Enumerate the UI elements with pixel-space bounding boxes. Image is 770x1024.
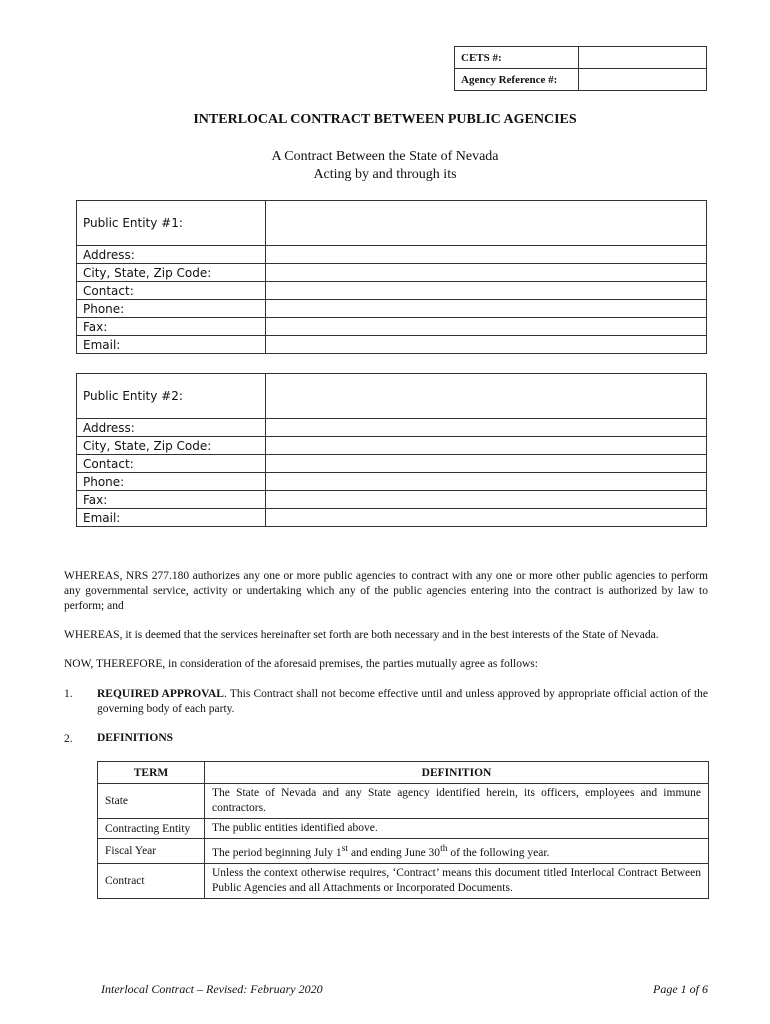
entity-1-name-field[interactable] bbox=[266, 201, 707, 246]
section-1-number: 1. bbox=[64, 688, 73, 700]
entity-2-contact-field[interactable] bbox=[266, 455, 707, 473]
cets-label: CETS #: bbox=[455, 47, 579, 69]
entity-2-fax-field[interactable] bbox=[266, 491, 707, 509]
entity-2-name-field[interactable] bbox=[266, 374, 707, 419]
entity-2-city-field[interactable] bbox=[266, 437, 707, 455]
entity-1-city-label: City, State, Zip Code: bbox=[77, 264, 266, 282]
entity-2-contact-label: Contact: bbox=[77, 455, 266, 473]
footer-page-number: Page 1 of 6 bbox=[653, 982, 708, 996]
fiscal-year-sup-b: th bbox=[440, 843, 448, 854]
table-row bbox=[98, 819, 709, 839]
public-entity-2-table bbox=[76, 373, 707, 527]
subtitle-line-2: Acting by and through its bbox=[313, 167, 457, 182]
now-therefore-paragraph: NOW, THEREFORE, in consideration of the aforesaid premises, the parties mutually agree as follows: bbox=[64, 658, 538, 670]
fiscal-year-sup-a: st bbox=[341, 843, 349, 854]
definitions-header-definition: DEFINITION bbox=[205, 762, 709, 784]
definition-term: Contracting Entity bbox=[98, 819, 205, 839]
fiscal-year-text-a: The period beginning July 1 bbox=[212, 846, 342, 859]
definitions-table bbox=[97, 761, 709, 899]
entity-2-city-label: City, State, Zip Code: bbox=[77, 437, 266, 455]
agency-reference-value-field[interactable] bbox=[579, 69, 707, 91]
fiscal-year-text-c: of the following year. bbox=[447, 846, 550, 859]
definition-term: Fiscal Year bbox=[98, 839, 205, 864]
entity-1-city-field[interactable] bbox=[266, 264, 707, 282]
entity-1-address-field[interactable] bbox=[266, 246, 707, 264]
entity-2-address-field[interactable] bbox=[266, 419, 707, 437]
whereas-paragraph-1: WHEREAS, NRS 277.180 authorizes any one or more public agencies to contract with any one or more other public agencies to perform any governmental service, activity or undertaking which any of the public agencies entering into the contract is authorized by law to perform; and bbox=[64, 570, 708, 612]
agency-reference-label: Agency Reference #: bbox=[455, 69, 579, 91]
entity-1-contact-field[interactable] bbox=[266, 282, 707, 300]
table-row bbox=[98, 784, 709, 819]
definition-term: State bbox=[98, 784, 205, 819]
entity-1-contact-label: Contact: bbox=[77, 282, 266, 300]
entity-2-address-label: Address: bbox=[77, 419, 266, 437]
entity-1-email-field[interactable] bbox=[266, 336, 707, 354]
entity-2-heading: Public Entity #2: bbox=[77, 374, 266, 419]
footer-revision: Interlocal Contract – Revised: February 2020 bbox=[101, 982, 323, 996]
cets-value-field[interactable] bbox=[579, 47, 707, 69]
entity-2-email-label: Email: bbox=[77, 509, 266, 527]
entity-2-phone-label: Phone: bbox=[77, 473, 266, 491]
subtitle-line-1: A Contract Between the State of Nevada bbox=[271, 149, 499, 164]
entity-1-phone-label: Phone: bbox=[77, 300, 266, 318]
entity-1-fax-label: Fax: bbox=[77, 318, 266, 336]
section-1-text: . This Contract shall not become effective until and unless approved by appropriate official action of the governing body of each party. bbox=[97, 688, 708, 715]
entity-1-heading: Public Entity #1: bbox=[77, 201, 266, 246]
table-row bbox=[98, 839, 709, 864]
definitions-header-term: TERM bbox=[98, 762, 205, 784]
section-2-number: 2. bbox=[64, 733, 73, 745]
entity-1-address-label: Address: bbox=[77, 246, 266, 264]
entity-1-phone-field[interactable] bbox=[266, 300, 707, 318]
definition-term: Contract bbox=[98, 863, 205, 898]
entity-2-email-field[interactable] bbox=[266, 509, 707, 527]
section-1-required-approval bbox=[97, 687, 708, 717]
entity-2-phone-field[interactable] bbox=[266, 473, 707, 491]
entity-1-email-label: Email: bbox=[77, 336, 266, 354]
section-2-heading: DEFINITIONS bbox=[97, 732, 174, 744]
fiscal-year-text-b: and ending June 30 bbox=[348, 846, 441, 859]
entity-2-fax-label: Fax: bbox=[77, 491, 266, 509]
section-1-heading: REQUIRED APPROVAL bbox=[97, 688, 224, 700]
document-title: INTERLOCAL CONTRACT BETWEEN PUBLIC AGENCIES bbox=[193, 112, 577, 127]
whereas-paragraph-2: WHEREAS, it is deemed that the services hereinafter set forth are both necessary and in the best interests of the State of Nevada. bbox=[64, 629, 659, 641]
table-row bbox=[98, 863, 709, 898]
public-entity-1-table bbox=[76, 200, 707, 354]
entity-1-fax-field[interactable] bbox=[266, 318, 707, 336]
definition-text: The public entities identified above. bbox=[205, 819, 709, 839]
definition-text bbox=[205, 839, 709, 864]
document-subtitle bbox=[0, 148, 770, 184]
definition-text: The State of Nevada and any State agency identified herein, its officers, employees and immune contractors. bbox=[205, 784, 709, 819]
definition-text: Unless the context otherwise requires, ‘Contract’ means this document titled Interlocal Contract Between Public Agencies and all Attachments or Incorporated Documents. bbox=[205, 863, 709, 898]
cets-reference-box bbox=[454, 46, 707, 91]
